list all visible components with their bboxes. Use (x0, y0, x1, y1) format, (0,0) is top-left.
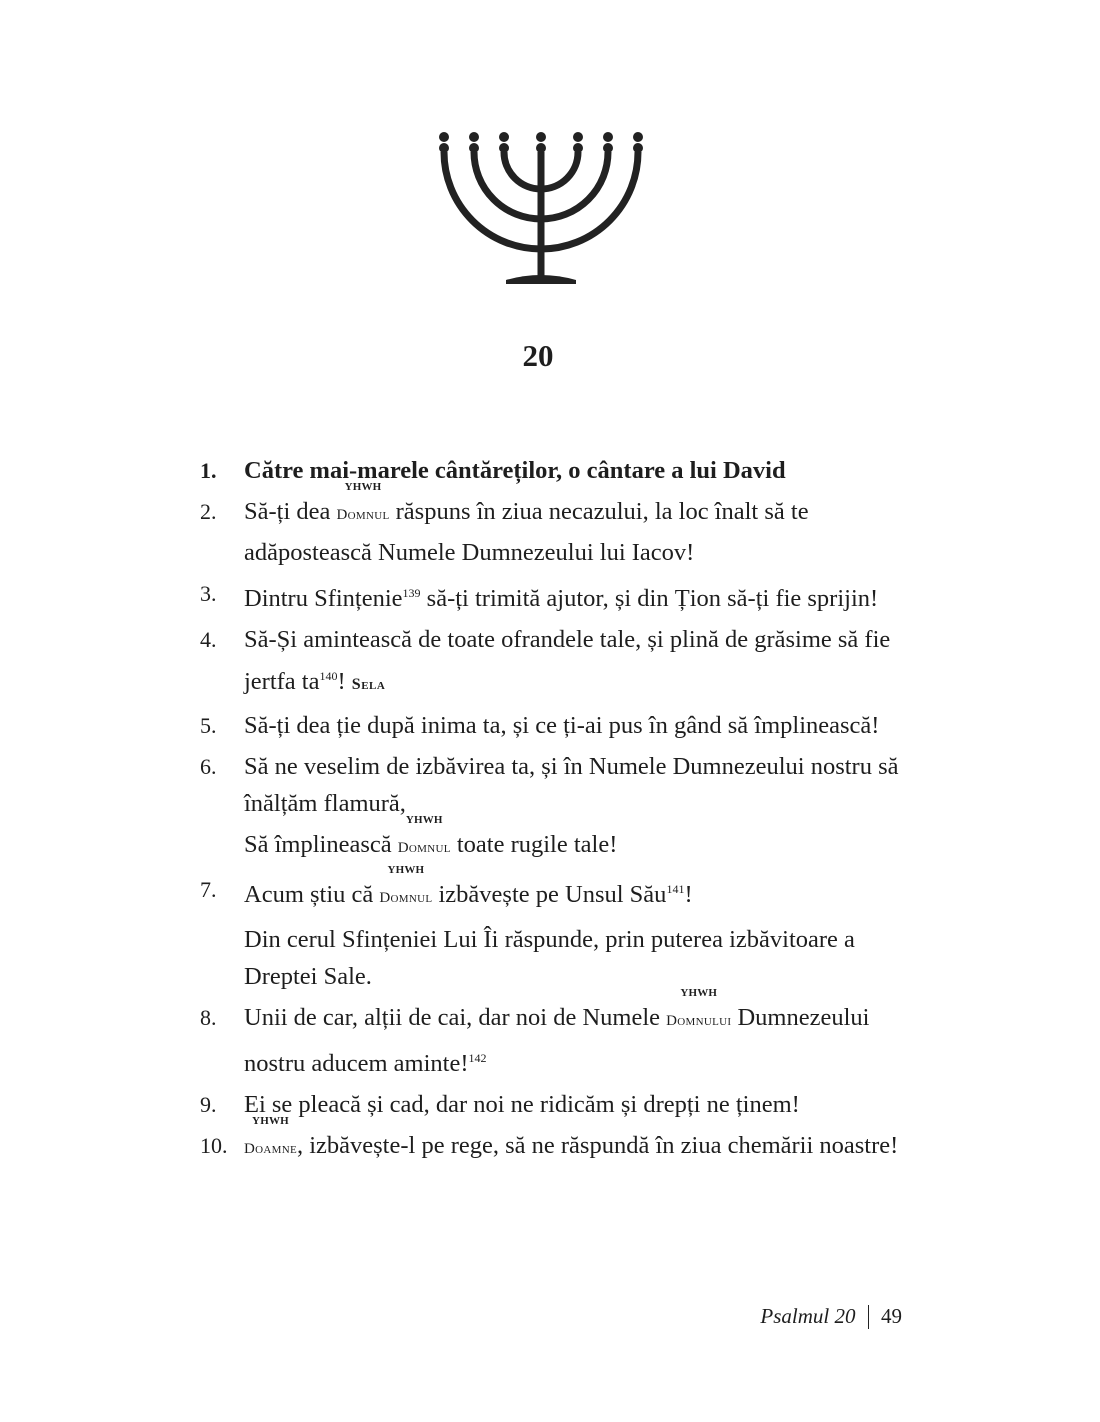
chapter-number: 20 (522, 338, 554, 373)
verse-1 (200, 452, 910, 489)
verse-text: Să-ți dea ție după inima ta, și ce ți-ai pus în gând să împlinească! (244, 712, 880, 739)
verse-4 (200, 621, 910, 703)
divine-name-text: Domnul (397, 840, 451, 856)
verse-number: 8. (200, 1005, 217, 1030)
yhwh-label: YHWH (387, 864, 425, 876)
verse-text: Dumnezeului nostru aducem aminte! (244, 1004, 870, 1077)
menorah-icon (436, 130, 646, 290)
verse-text: răspuns în ziua necazului, la loc înalt să te adăpostească Numele Dumnezeului lui Iacov! (244, 498, 809, 566)
verse-text: Către mai-marele cântăreților, o cântare a lui David (244, 457, 786, 484)
page-footer (760, 1304, 902, 1329)
verse-text: Să-ți dea (244, 498, 331, 525)
divider (868, 1305, 870, 1329)
verse-number: 10. (200, 1133, 228, 1158)
verse-6-continuation (200, 814, 910, 867)
verse-text: ! (337, 668, 346, 695)
verse-text: Acum știu că (244, 881, 374, 908)
divine-name-text: Doamne (244, 1141, 297, 1157)
verse-number: 4. (200, 627, 217, 652)
verse-number: 2. (200, 499, 217, 524)
divine-name (666, 987, 732, 1040)
verse-text: Să ne veselim de izbăvirea ta, și în Numele Dumnezeului nostru să înălțăm flamură, (244, 753, 899, 817)
verse-10 (200, 1115, 910, 1168)
verse-text: , izbăvește-l pe rege, să ne răspundă în ziua chemării noastre! (296, 1132, 899, 1159)
running-title: Psalmul 20 (760, 1304, 856, 1328)
verse-text: Din cerul Sfințeniei Lui Îi răspunde, prin puterea izbăvitoare a Dreptei Sale. (244, 926, 855, 990)
yhwh-label: YHWH (405, 814, 443, 826)
yhwh-label: YHWH (680, 987, 718, 999)
divine-name (397, 814, 451, 867)
footnote-ref[interactable]: 142 (468, 1051, 487, 1065)
sela-marker: Sela (351, 676, 386, 693)
verse-7 (200, 864, 910, 917)
verse-7-continuation (200, 921, 910, 995)
divine-name-text: Domnul (336, 507, 390, 523)
verse-8 (200, 987, 910, 1082)
verse-text: Unii de car, alții de cai, dar noi de Numele (244, 1004, 661, 1031)
footnote-ref[interactable]: 140 (319, 669, 338, 683)
verse-number: 6. (200, 754, 217, 779)
verse-2 (200, 481, 910, 571)
divine-name (244, 1115, 297, 1168)
verse-text: Să-Și amintească de toate ofrandele tale, și plină de grăsime să fie jertfa ta (244, 626, 891, 695)
page-number: 49 (881, 1304, 902, 1328)
divine-name (379, 864, 433, 917)
footnote-ref[interactable]: 141 (666, 882, 685, 896)
verse-text: Dintru Sfințenie (244, 585, 403, 612)
yhwh-label: YHWH (344, 481, 382, 493)
footnote-ref[interactable]: 139 (402, 586, 421, 600)
divine-name-text: Domnul (379, 890, 433, 906)
verse-number: 1. (200, 458, 217, 483)
divine-name (336, 481, 390, 534)
verse-text: ! (684, 881, 693, 908)
divine-name-text: Domnului (666, 1013, 732, 1029)
verse-number: 5. (200, 713, 217, 738)
verse-number: 9. (200, 1092, 217, 1117)
verse-text: Să împlinească (244, 831, 392, 858)
verse-list (200, 452, 910, 1172)
verse-number: 3. (200, 581, 217, 606)
yhwh-label: YHWH (252, 1115, 289, 1127)
verse-text: izbăvește pe Unsul Său (438, 881, 667, 908)
verse-5 (200, 707, 910, 744)
verse-6 (200, 748, 910, 822)
verse-9 (200, 1086, 910, 1123)
verse-text: Ei se pleacă și cad, dar noi ne ridicăm și drepți ne ținem! (244, 1091, 800, 1118)
verse-3 (200, 575, 910, 617)
verse-text: toate rugile tale! (456, 831, 618, 858)
verse-text: să-ți trimită ajutor, și din Țion să-ți fie sprijin! (426, 585, 879, 612)
verse-number: 7. (200, 877, 217, 902)
